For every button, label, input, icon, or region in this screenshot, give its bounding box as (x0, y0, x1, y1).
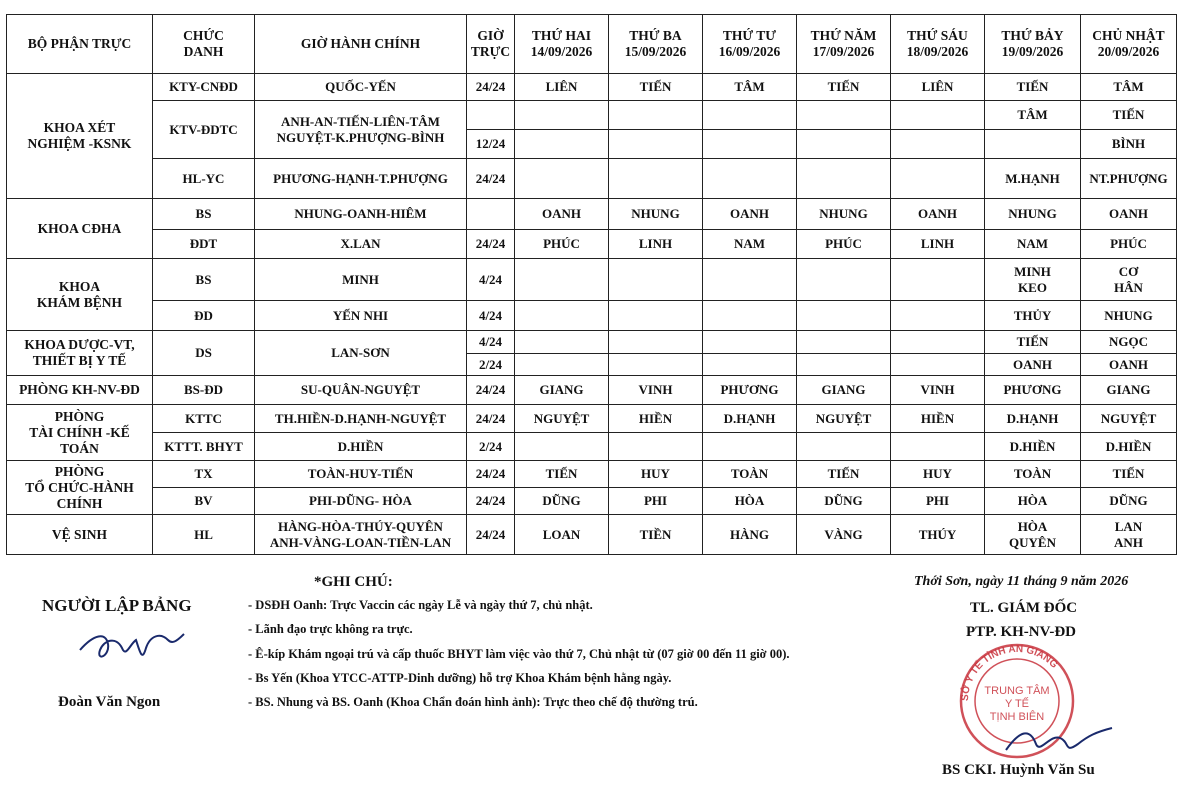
hours-cell: 24/24 (467, 159, 515, 199)
duty-cell: NT.PHƯỢNG (1081, 159, 1177, 199)
duty-cell (609, 259, 703, 301)
duty-cell: VINH (891, 376, 985, 405)
duty-cell: LIÊN (515, 74, 609, 101)
duty-cell: D.HẠNH (985, 405, 1081, 433)
duty-cell: NGỌC (1081, 331, 1177, 354)
signer-role: TL. GIÁM ĐỐC (970, 600, 1078, 616)
note-line: - Ê-kíp Khám ngoại trú và cấp thuốc BHYT làm việc vào thứ 7, Chủ nhật từ (07 giờ 00 đến 11 giờ 00). (248, 647, 790, 661)
duty-cell: VÀNG (797, 515, 891, 555)
office-cell: ANH-AN-TIẾN-LIÊN-TÂM NGUYỆT-K.PHƯỢNG-BÌNH (255, 101, 467, 159)
duty-cell: PHÚC (797, 230, 891, 259)
duty-cell: TIẾN (985, 331, 1081, 354)
note-line: - DSĐH Oanh: Trực Vaccin các ngày Lễ và ngày thứ 7, chủ nhật. (248, 598, 593, 612)
duty-cell: M.HẠNH (985, 159, 1081, 199)
header-duty-hours: GIỜ TRỰC (467, 15, 515, 74)
duty-cell: GIANG (797, 376, 891, 405)
duty-cell: LINH (891, 230, 985, 259)
duty-cell: PHÚC (515, 230, 609, 259)
duty-cell (797, 331, 891, 354)
title-cell: KTV-ĐDTC (153, 101, 255, 159)
duty-cell (891, 301, 985, 331)
duty-cell (891, 130, 985, 159)
duty-cell (703, 159, 797, 199)
duty-cell: PHƯƠNG (703, 376, 797, 405)
duty-cell: LINH (609, 230, 703, 259)
duty-cell (891, 331, 985, 354)
duty-cell: TIẾN (515, 461, 609, 488)
duty-cell: TÂM (985, 101, 1081, 130)
duty-cell (891, 101, 985, 130)
duty-cell: TIẾN (985, 74, 1081, 101)
header-day: CHỦ NHẬT 20/09/2026 (1081, 15, 1177, 74)
header-row (7, 15, 1177, 74)
duty-cell: DŨNG (515, 488, 609, 515)
duty-cell: NHUNG (609, 199, 703, 230)
office-cell: LAN-SƠN (255, 331, 467, 376)
header-office-hours: GIỜ HÀNH CHÍNH (255, 15, 467, 74)
stamp-text: Y TẾ (1004, 698, 1030, 710)
duty-cell (609, 159, 703, 199)
duty-cell (797, 301, 891, 331)
duty-cell: TOÀN (703, 461, 797, 488)
duty-cell (609, 130, 703, 159)
duty-cell (797, 159, 891, 199)
duty-cell (797, 433, 891, 461)
duty-cell: NGUYỆT (797, 405, 891, 433)
duty-cell: TIẾN (797, 461, 891, 488)
hours-cell: 24/24 (467, 230, 515, 259)
signer-role: PTP. KH-NV-ĐD (966, 624, 1076, 640)
duty-cell: NGUYỆT (515, 405, 609, 433)
duty-cell (703, 101, 797, 130)
duty-cell: DŨNG (1081, 488, 1177, 515)
duty-cell: LAN ANH (1081, 515, 1177, 555)
hours-cell: 24/24 (467, 488, 515, 515)
title-cell: HL-YC (153, 159, 255, 199)
office-cell: PHI-DŨNG- HÒA (255, 488, 467, 515)
dept-cell: KHOA CĐHA (7, 199, 153, 259)
note-line: - BS. Nhung và BS. Oanh (Khoa Chẩn đoán hình ảnh): Trực theo chế độ thường trú. (248, 695, 698, 709)
duty-cell (515, 101, 609, 130)
office-cell: MINH (255, 259, 467, 301)
office-cell: YẾN NHI (255, 301, 467, 331)
duty-cell: TIỀN (609, 515, 703, 555)
duty-cell: TIẾN (797, 74, 891, 101)
duty-cell: NAM (985, 230, 1081, 259)
title-cell: TX (153, 461, 255, 488)
hours-cell: 24/24 (467, 405, 515, 433)
office-cell: TH.HIỀN-D.HẠNH-NGUYỆT (255, 405, 467, 433)
duty-cell: CƠ HÂN (1081, 259, 1177, 301)
table-row (7, 74, 1177, 101)
stamp-ring-text: SỞ Y TẾ TỈNH AN GIANG (959, 643, 1060, 702)
place-date: Thới Sơn, ngày 11 tháng 9 năm 2026 (914, 574, 1129, 589)
duty-cell: OANH (515, 199, 609, 230)
duty-cell: HÒA (703, 488, 797, 515)
duty-cell: GIANG (515, 376, 609, 405)
duty-cell: LIÊN (891, 74, 985, 101)
duty-cell: NHUNG (1081, 301, 1177, 331)
table-row (7, 433, 1177, 461)
title-cell: HL (153, 515, 255, 555)
duty-cell: TÂM (1081, 74, 1177, 101)
duty-cell (891, 159, 985, 199)
header-title: CHỨC DANH (153, 15, 255, 74)
duty-schedule-table (6, 14, 1177, 555)
duty-cell: PHÚC (1081, 230, 1177, 259)
dept-cell: PHÒNG KH-NV-ĐD (7, 376, 153, 405)
preparer-signature (72, 622, 192, 672)
duty-cell (609, 301, 703, 331)
duty-cell: THÚY (891, 515, 985, 555)
office-cell: D.HIỀN (255, 433, 467, 461)
office-cell: QUỐC-YẾN (255, 74, 467, 101)
office-cell: NHUNG-OANH-HIÊM (255, 199, 467, 230)
title-cell: BV (153, 488, 255, 515)
duty-cell (703, 433, 797, 461)
duty-cell: OANH (1081, 199, 1177, 230)
office-cell: SU-QUÂN-NGUYỆT (255, 376, 467, 405)
table-row (7, 259, 1177, 301)
duty-cell: HUY (609, 461, 703, 488)
table-row (7, 159, 1177, 199)
duty-cell: D.HIỀN (1081, 433, 1177, 461)
dept-cell: KHOA KHÁM BỆNH (7, 259, 153, 331)
stamp-text: TỊNH BIÊN (989, 711, 1045, 723)
hours-cell (467, 101, 515, 130)
table-row (7, 301, 1177, 331)
preparer-name: Đoàn Văn Ngon (58, 694, 161, 710)
duty-cell (515, 433, 609, 461)
hours-cell: 2/24 (467, 433, 515, 461)
header-day: THỨ TƯ 16/09/2026 (703, 15, 797, 74)
duty-cell (515, 130, 609, 159)
duty-cell: NHUNG (797, 199, 891, 230)
duty-cell: PHƯƠNG (985, 376, 1081, 405)
duty-cell: NGUYỆT (1081, 405, 1177, 433)
duty-cell (609, 101, 703, 130)
duty-cell (515, 159, 609, 199)
duty-cell: PHI (891, 488, 985, 515)
duty-cell (609, 433, 703, 461)
duty-cell: VINH (609, 376, 703, 405)
duty-cell (703, 354, 797, 376)
duty-cell: OANH (985, 354, 1081, 376)
header-day: THỨ NĂM 17/09/2026 (797, 15, 891, 74)
hours-cell: 4/24 (467, 331, 515, 354)
hours-cell: 24/24 (467, 376, 515, 405)
office-cell: HÀNG-HÒA-THÚY-QUYÊN ANH-VÀNG-LOAN-TIỀN-LAN (255, 515, 467, 555)
title-cell: KTTT. BHYT (153, 433, 255, 461)
hours-cell: 24/24 (467, 74, 515, 101)
title-cell: ĐDT (153, 230, 255, 259)
duty-cell (609, 331, 703, 354)
duty-cell (703, 301, 797, 331)
duty-cell: OANH (703, 199, 797, 230)
title-cell: BS (153, 259, 255, 301)
table-row (7, 331, 1177, 354)
duty-cell: NHUNG (985, 199, 1081, 230)
duty-cell: HÀNG (703, 515, 797, 555)
table-row (7, 230, 1177, 259)
table-row (7, 199, 1177, 230)
duty-cell (703, 259, 797, 301)
duty-cell: HIỀN (891, 405, 985, 433)
hours-cell: 24/24 (467, 461, 515, 488)
hours-cell: 24/24 (467, 515, 515, 555)
note-line: - Bs Yến (Khoa YTCC-ATTP-Dinh dưỡng) hỗ trợ Khoa Khám bệnh hằng ngày. (248, 671, 672, 685)
duty-cell: TIẾN (1081, 461, 1177, 488)
duty-cell: LOAN (515, 515, 609, 555)
hours-cell: 4/24 (467, 301, 515, 331)
duty-cell (703, 331, 797, 354)
duty-cell: HIỀN (609, 405, 703, 433)
duty-cell: HÒA QUYÊN (985, 515, 1081, 555)
title-cell: DS (153, 331, 255, 376)
duty-cell: TÂM (703, 74, 797, 101)
duty-cell (891, 259, 985, 301)
dept-cell: VỆ SINH (7, 515, 153, 555)
title-cell: ĐD (153, 301, 255, 331)
duty-cell (703, 130, 797, 159)
office-cell: PHƯƠNG-HẠNH-T.PHƯỢNG (255, 159, 467, 199)
office-cell: X.LAN (255, 230, 467, 259)
hours-cell: 12/24 (467, 130, 515, 159)
duty-cell (797, 130, 891, 159)
table-row (7, 405, 1177, 433)
duty-cell: BÌNH (1081, 130, 1177, 159)
table-row (7, 488, 1177, 515)
hours-cell: 2/24 (467, 354, 515, 376)
duty-cell (609, 354, 703, 376)
duty-cell: D.HIỀN (985, 433, 1081, 461)
duty-cell: TOÀN (985, 461, 1081, 488)
header-day: THỨ BA 15/09/2026 (609, 15, 703, 74)
duty-cell: HÒA (985, 488, 1081, 515)
duty-cell (515, 259, 609, 301)
duty-cell: MINH KEO (985, 259, 1081, 301)
duty-cell: HUY (891, 461, 985, 488)
duty-cell: TIẾN (1081, 101, 1177, 130)
stamp-text: TRUNG TÂM (984, 685, 1050, 697)
duty-cell: GIANG (1081, 376, 1177, 405)
table-row (7, 515, 1177, 555)
director-signature (1000, 720, 1120, 760)
title-cell: KTTC (153, 405, 255, 433)
footer-section (0, 570, 1186, 788)
duty-cell (515, 301, 609, 331)
table-row (7, 376, 1177, 405)
title-cell: BS-ĐD (153, 376, 255, 405)
header-day: THỨ SÁU 18/09/2026 (891, 15, 985, 74)
notes-title: *GHI CHÚ: (314, 574, 393, 590)
duty-cell (891, 433, 985, 461)
header-dept: BỘ PHẬN TRỰC (7, 15, 153, 74)
duty-cell (797, 354, 891, 376)
duty-cell (891, 354, 985, 376)
note-line: - Lãnh đạo trực không ra trực. (248, 622, 413, 636)
duty-cell: OANH (1081, 354, 1177, 376)
duty-cell: DŨNG (797, 488, 891, 515)
dept-cell: PHÒNG TỔ CHỨC-HÀNH CHÍNH (7, 461, 153, 515)
table-row (7, 461, 1177, 488)
signer-name: BS CKI. Huỳnh Văn Su (942, 762, 1095, 778)
duty-cell: THỦY (985, 301, 1081, 331)
duty-cell (797, 259, 891, 301)
duty-cell (515, 331, 609, 354)
preparer-title: NGƯỜI LẬP BẢNG (42, 596, 192, 615)
table-row (7, 101, 1177, 130)
hours-cell: 4/24 (467, 259, 515, 301)
duty-cell (985, 130, 1081, 159)
header-day: THỨ HAI 14/09/2026 (515, 15, 609, 74)
duty-cell: OANH (891, 199, 985, 230)
duty-cell: D.HẠNH (703, 405, 797, 433)
title-cell: KTY-CNĐD (153, 74, 255, 101)
title-cell: BS (153, 199, 255, 230)
dept-cell: KHOA XÉT NGHIỆM -KSNK (7, 74, 153, 199)
dept-cell: KHOA DƯỢC-VT, THIẾT BỊ Y TẾ (7, 331, 153, 376)
dept-cell: PHÒNG TÀI CHÍNH -KẾ TOÁN (7, 405, 153, 461)
office-cell: TOÀN-HUY-TIẾN (255, 461, 467, 488)
duty-cell: PHI (609, 488, 703, 515)
header-day: THỨ BẢY 19/09/2026 (985, 15, 1081, 74)
duty-cell (515, 354, 609, 376)
duty-cell: TIẾN (609, 74, 703, 101)
duty-cell (797, 101, 891, 130)
duty-cell: NAM (703, 230, 797, 259)
hours-cell (467, 199, 515, 230)
